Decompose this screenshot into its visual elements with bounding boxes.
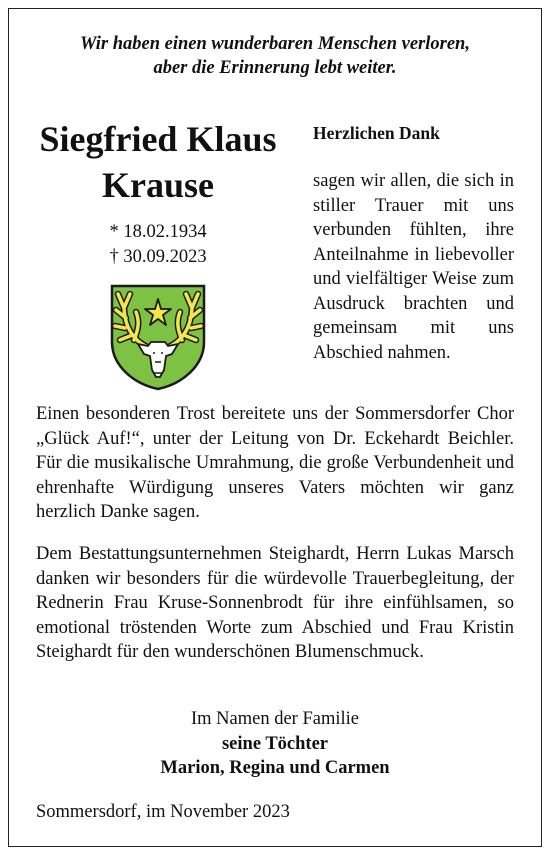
deceased-surname: Krause <box>102 165 214 205</box>
intro-line-2: aber die Erinnerung lebt weiter. <box>153 58 397 78</box>
coat-of-arms-deer-icon <box>108 282 208 392</box>
signature-daughters-label: seine Töchter <box>221 733 328 754</box>
signature-line-3 <box>20 756 530 781</box>
signature-line-2 <box>20 732 530 757</box>
life-dates <box>20 220 296 270</box>
thanks-block <box>313 122 514 365</box>
deceased-block <box>20 116 296 392</box>
place-date: Sommersdorf, im November 2023 <box>36 802 290 822</box>
death-date: † 30.09.2023 <box>109 247 207 267</box>
signature-line-1: Im Namen der Familie <box>191 709 359 729</box>
intro-line-1: Wir haben einen wunderbaren Menschen verloren, <box>80 34 470 54</box>
thanks-title: Herzlichen Dank <box>313 123 440 143</box>
intro-quote <box>20 32 530 80</box>
signature-block <box>20 707 530 781</box>
signature-names: Marion, Regina und Carmen <box>160 758 390 778</box>
paragraph-funeral-home: Dem Bestattungsunternehmen Steighardt, Herrn Lukas Marsch danken wir besonders für die würdevolle Trauerbegleitung, der Rednerin Frau Kruse-Sonnenbrodt für ihre einfühlsamen, so emotional tröstenden Worte zum Abschied und Frau Kristin Steighardt für den wunderschönen Blumenschmuck. <box>36 544 514 662</box>
deceased-name <box>20 116 296 208</box>
thanks-text: sagen wir allen, die sich in stiller Trauer mit uns verbunden fühlten, ihre Anteilnahme in liebevoller und vielfältiger Weise zum Ausdruck brachten und gemeinsam mit uns Abschied nahmen. <box>313 171 514 363</box>
birth-date: * 18.02.1934 <box>109 222 207 242</box>
paragraph-choir: Einen besonderen Trost bereitete uns der Sommersdorfer Chor „Glück Auf!“, unter der Leitung von Dr. Eckehardt Beichler. Für die musikalische Umrahmung, die große Verbundenheit und ehrenhafte Würdigung unseres Vaters möchten wir ganz herzlich Danke sagen. <box>36 404 514 522</box>
deceased-first-names: Siegfried Klaus <box>39 119 277 159</box>
